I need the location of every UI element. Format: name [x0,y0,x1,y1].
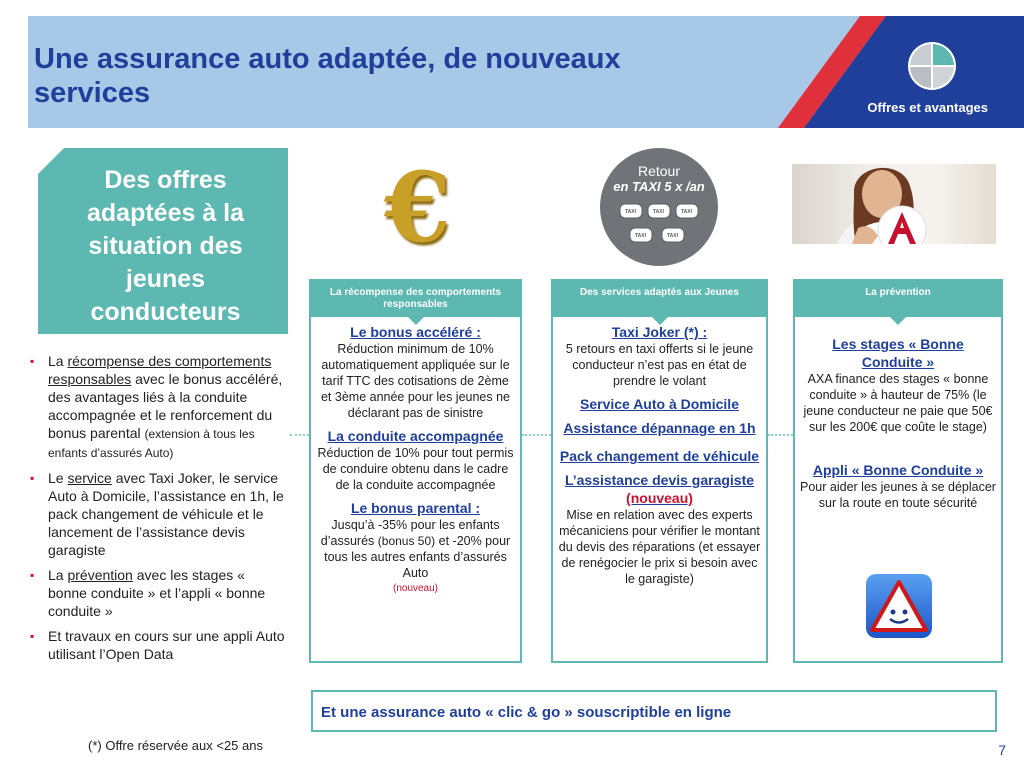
column-services [551,279,768,663]
column-header: La prévention [795,281,1001,317]
offer-title: Appli « Bonne Conduite » [812,462,984,478]
young-driver-illustration [792,164,996,244]
bullet-text: avec le bonus accéléré, des avantages liés à la conduite accompagnée et le renforcement du bonus parental [48,371,283,441]
bullet-text: avec Taxi Joker, le service Auto à Domicile, l’assistance en 1h, le pack changement de véhicule et le lancement de l’assistance devis garagiste [48,470,284,558]
taxi-cars-icon [618,200,700,252]
offer-title: Pack changement de véhicule [559,448,760,464]
offer-text: et -20% pour tous les autres enfants d’assurés Auto [324,534,511,580]
offers-title-line: adaptées à la [86,199,245,227]
offer-title: Le bonus parental : [350,500,481,516]
offers-title-line: jeunes [125,265,206,293]
offer-title: Assistance dépannage en 1h [563,420,756,436]
column-body [795,335,1001,511]
new-badge: (nouveau) [392,583,439,594]
offer-description: Mise en relation avec des experts mécaniciens pour vérifier le montant du devis des réparations (et essayer de renégocier le prix si besoin avec le garagiste) [558,508,761,586]
offers-title-line: Des offres [104,166,227,194]
young-driver-photo [792,164,996,244]
section-tagline: Offres et avantages [867,100,988,115]
offer-text: Jusqu’à -35% pour les enfants d’assurés [320,518,500,548]
offer-title: La conduite accompagnée [327,428,504,444]
footnote: (*) Offre réservée aux <25 ans [88,738,263,753]
taxi-sign: TAXI [667,233,679,239]
taxi-badge [600,148,718,266]
offer-description: 5 retours en taxi offerts si le jeune conducteur n’est pas en état de prendre le volant [565,342,754,388]
new-badge: (nouveau) [626,490,693,506]
column-header: Des services adaptés aux Jeunes [553,281,766,317]
offers-title-line: conducteurs [90,298,241,326]
taxi-badge-line1: Retour [637,163,681,179]
offers-panel [38,148,288,334]
bullet-text: Le [48,470,68,486]
bullet-underlined: prévention [67,567,133,583]
offer-description: Pour aider les jeunes à se déplacer sur la route en toute sécurité [800,480,996,510]
bullet-item [30,352,286,462]
bullet-text: avec les stages « bonne conduite » et l’appli « bonne conduite » [48,567,266,619]
offer-description: Réduction de 10% pour tout permis de conduire obtenu dans le cadre de la conduite accompagnée [317,446,514,492]
bullet-underlined: récompense des comportements responsables [48,353,272,387]
offer-description: AXA finance des stages « bonne conduite » à hauteur de 75% (le jeune conducteur ne paie que 50€ sur les 200€ que coûte le stage) [803,372,993,434]
offer-description [316,517,515,581]
page-number: 7 [998,742,1006,758]
pie-chart-icon [906,40,958,92]
offers-title-line: situation des [88,232,243,260]
column-body [311,323,520,597]
offer-title-main: Taxi Joker [611,324,680,340]
offer-title [558,323,761,341]
title-line-1: Une assurance auto adaptée, de nouveaux [34,43,621,75]
taxi-sign: TAXI [653,209,665,215]
column-header: La récompense des comportements responsables [311,281,520,317]
bottom-banner [311,690,997,732]
bullet-small-note: (extension à tous les enfants d’assurés Auto) [48,427,255,460]
bullet-text: La [48,567,68,583]
offer-title-suffix: (*) : [680,324,708,340]
taxi-sign: TAXI [625,209,637,215]
taxi-sign: TAXI [681,209,693,215]
offer-title-main: L’assistance devis garagiste [564,472,755,488]
page-title [34,42,754,110]
offer-title: Service Auto à Domicile [580,396,739,412]
offers-title [58,164,273,329]
title-line-2: services [34,77,151,109]
bullet-underlined: service [67,470,112,486]
driving-app-icon [866,574,932,638]
taxi-badge-line2: en TAXI 5 x /an [613,179,705,194]
offer-title: Les stages « Bonne Conduite » [832,336,964,370]
euro-icon: € [384,151,451,264]
dotted-connector [522,434,551,436]
offer-title: Le bonus accéléré : [350,324,481,340]
column-body [553,323,766,587]
bullet-list [30,352,286,670]
bullet-text: Et travaux en cours sur une appli Auto utilisant l’Open Data [48,628,285,662]
taxi-sign: TAXI [635,233,647,239]
dotted-connector [768,434,793,436]
bullet-item [30,566,286,620]
warning-triangle-icon [866,574,932,638]
column-rewards [309,279,522,663]
bullet-text: La [48,353,68,369]
bullet-item [30,469,286,559]
bottom-banner-text: Et une assurance auto « clic & go » souscriptible en ligne [321,704,732,721]
dotted-connector [290,434,309,436]
offer-description: Réduction minimum de 10% automatiquement appliquée sur le tarif TTC des cotisations de 2ème et 3ème année pour les jeunes ne déclarant pas de sinistre [320,342,511,420]
offer-title [558,471,761,507]
bullet-item [30,627,286,663]
offer-small-note: (bonus 50) [377,534,436,548]
